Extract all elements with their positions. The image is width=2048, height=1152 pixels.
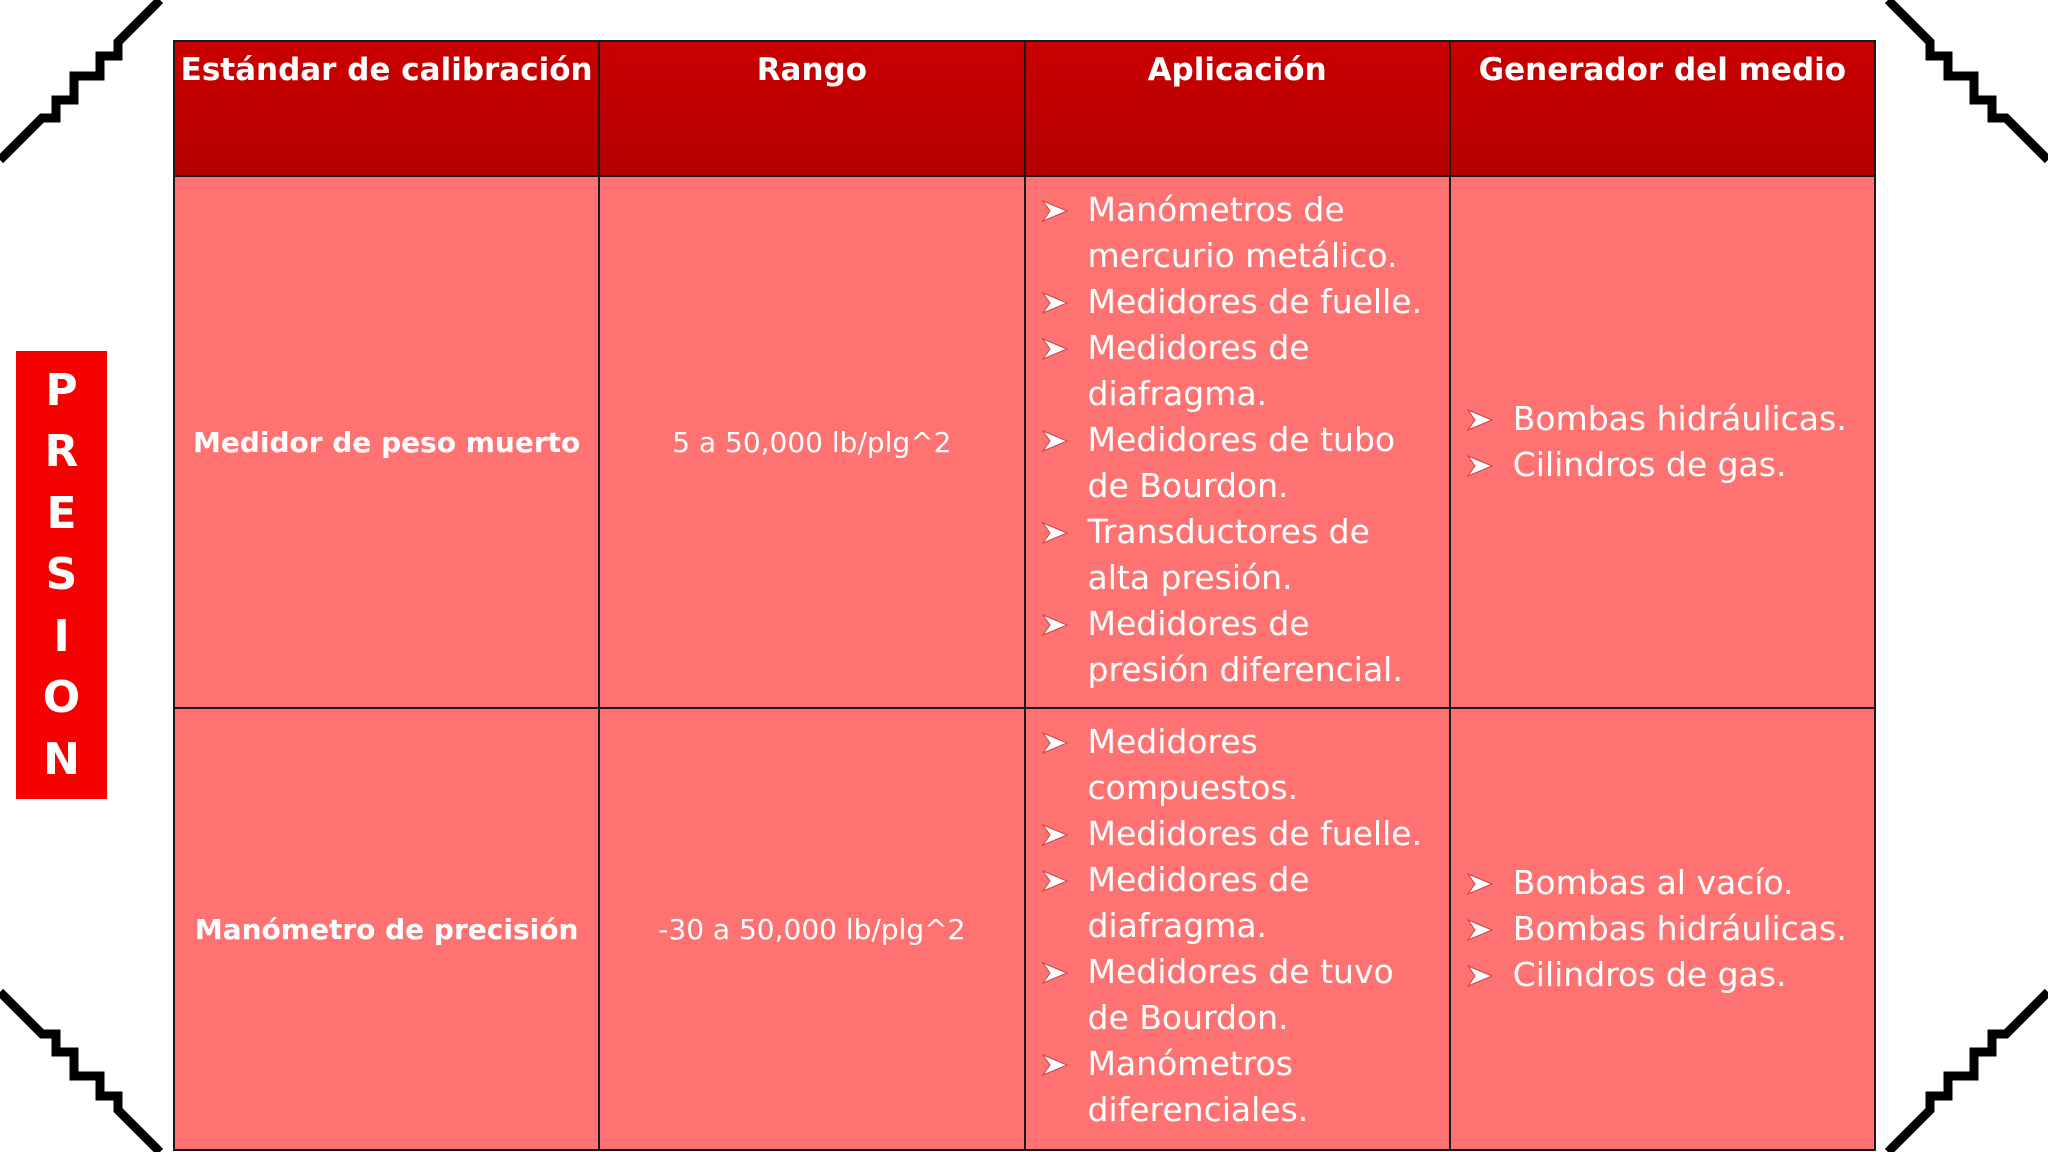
list-item [1042,417,1435,509]
generator-text: Cilindros de gas. [1512,445,1787,484]
range-cell: 5 a 50,000 lb/plg^2 [599,176,1024,708]
arrow-bullet-icon [1042,521,1068,545]
application-cell [1025,708,1450,1150]
application-text: Medidores de tuvo de Bourdon. [1087,952,1394,1037]
arrow-bullet-icon [1042,961,1068,985]
application-text: Medidores de fuelle. [1087,814,1423,853]
arrow-bullet-icon [1042,1053,1068,1077]
corner-ornament-bottom-left-icon [0,982,170,1152]
list-item [1467,952,1860,998]
application-list [1042,719,1435,1133]
arrow-bullet-icon [1042,199,1068,223]
list-item [1042,187,1435,279]
list-item [1042,509,1435,601]
generator-list [1467,860,1860,998]
application-text: Transductores de alta presión. [1087,512,1370,597]
generator-text: Cilindros de gas. [1512,955,1787,994]
side-letter: O [42,672,81,724]
application-text: Medidores de presión diferencial. [1087,604,1403,689]
header-application: Aplicación [1025,41,1450,176]
arrow-bullet-icon [1467,964,1493,988]
list-item [1042,601,1435,693]
arrow-bullet-icon [1467,872,1493,896]
application-text: Medidores de fuelle. [1087,282,1423,321]
arrow-bullet-icon [1042,291,1068,315]
header-standard: Estándar de calibración [174,41,599,176]
application-text: Manómetros diferenciales. [1087,1044,1309,1129]
arrow-bullet-icon [1042,337,1068,361]
application-text: Medidores de diafragma. [1087,860,1310,945]
arrow-bullet-icon [1042,613,1068,637]
application-text: Medidores de diafragma. [1087,328,1310,413]
generator-text: Bombas hidráulicas. [1512,909,1847,948]
side-label-presion [16,351,107,799]
application-text: Medidores compuestos. [1087,722,1299,807]
arrow-bullet-icon [1467,918,1493,942]
application-text: Manómetros de mercurio metálico. [1087,190,1398,275]
standard-cell: Manómetro de precisión [174,708,599,1150]
application-text: Medidores de tubo de Bourdon. [1087,420,1396,505]
generator-text: Bombas hidráulicas. [1512,399,1847,438]
arrow-bullet-icon [1042,429,1068,453]
list-item [1467,906,1860,952]
table-header-row [174,41,1875,176]
header-range: Rango [599,41,1024,176]
corner-ornament-bottom-right-icon [1878,982,2048,1152]
list-item [1042,811,1435,857]
calibration-table [173,40,1876,1151]
range-cell: -30 a 50,000 lb/plg^2 [599,708,1024,1150]
side-letter: N [43,733,80,785]
table-row [174,708,1875,1150]
arrow-bullet-icon [1042,869,1068,893]
generator-cell [1450,708,1875,1150]
arrow-bullet-icon [1467,454,1493,478]
table-row [174,176,1875,708]
corner-ornament-top-right-icon [1878,0,2048,170]
arrow-bullet-icon [1467,408,1493,432]
generator-list [1467,396,1860,488]
list-item [1042,325,1435,417]
list-item [1467,442,1860,488]
side-letter: P [45,364,78,416]
list-item [1042,949,1435,1041]
generator-text: Bombas al vacío. [1512,863,1794,902]
list-item [1467,860,1860,906]
side-letter: I [53,610,70,662]
list-item [1042,1041,1435,1133]
application-cell [1025,176,1450,708]
list-item [1467,396,1860,442]
standard-cell: Medidor de peso muerto [174,176,599,708]
list-item [1042,719,1435,811]
corner-ornament-top-left-icon [0,0,170,170]
application-list [1042,187,1435,693]
arrow-bullet-icon [1042,731,1068,755]
side-letter: E [46,487,77,539]
header-generator: Generador del medio [1450,41,1875,176]
side-letter: R [44,426,79,478]
side-letter: S [45,549,78,601]
generator-cell [1450,176,1875,708]
list-item [1042,857,1435,949]
list-item [1042,279,1435,325]
arrow-bullet-icon [1042,823,1068,847]
